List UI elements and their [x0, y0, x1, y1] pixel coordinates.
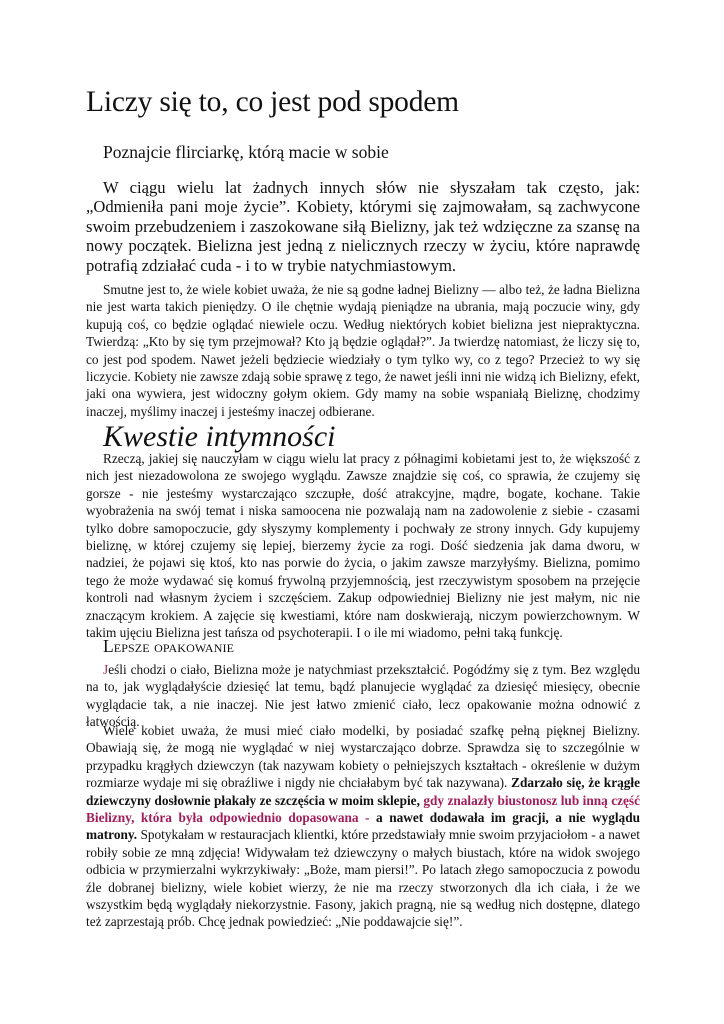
page-subtitle: Poznajcie flirciarkę, którą macie w sobie	[103, 142, 389, 162]
paragraph-text: Spotykałam w restauracjach klientki, które przedstawiały mnie swoim przyjaciołom - a nawet robiły sobie ze mną zdjęcia! Widywałam też dziewczyny o małych biustach, które na widok swojego odbicia w przymierzalni wykrzykiwały: „Boże, mam piersi!”. Po latach złego samopoczucia z powodu źle dobranej bielizny, wiele kobiet wierzy, że nie ma rzeczy stworzonych dla ich ciała, i że we wszystkim będą wyglądały niekorzystnie. Fasony, jakich pragną, nie są według nich dostępne, dlatego też zaprzestają prób. Chcę jednak powiedzieć: „Nie poddawajcie się!”.	[86, 827, 640, 930]
highlighted-emphasis: gdy znalazły biustonosz lub inną część Bielizny, która była odpowiednio dopasowana -	[86, 792, 640, 826]
page-title: Liczy się to, co jest pod spodem	[86, 86, 459, 118]
section-heading-packaging: Lepsze opakowanie	[103, 636, 234, 656]
section-heading-intimacy: Kwestie intymności	[103, 420, 336, 453]
paragraph-text: Wiele kobiet uważa, że musi mieć ciało modelki, by posiadać szafkę pełną pięknej Bielizny. Obawiają się, że mogą nie wyglądać w niej wystarczająco dobrze. Sprawdza się to szczególnie w przypadku krągłych dziewczyn (tak nazywam kobiety o pełniejszych kształtach - określenie w dużym rozmiarze wydaje mi się obraźliwe i nigdy nie chciałabym być tak nazywana).	[86, 723, 640, 791]
intro-paragraph: W ciągu wielu lat żadnych innych słów nie słyszałam tak często, jak: „Odmieniła pani moje życie”. Kobiety, którymi się zajmowałam, są zachwycone swoim przebudzeniem i zaszokowane siłą Bielizny, jak też wdzięczne za szansę na nowy początek. Bielizna jest jedną z nielicznych rzeczy w życiu, które naprawdę potrafią zdziałać cuda - i to w trybie natychmiastowym.	[86, 178, 640, 275]
section-packaging-paragraph-1	[86, 661, 640, 731]
paragraph-text: eśli chodzi o ciało, Bielizna może je natychmiast przekształcić. Pogódźmy się z tym. Bez względu na to, jak wyglądałyście dziesięć lat temu, bądź planujecie wyglądać za dziesięć miesięcy, obecnie wyglądacie tak, a nie inaczej. Nie jest łatwo zmienić ciało, lecz opakowanie można odnowić z łatwością.	[86, 662, 640, 730]
bold-emphasis: Zdarzało się, że krągłe dziewczyny dosłownie płakały ze szczęścia w moim sklepie,	[86, 775, 640, 808]
section-intimacy-paragraph: Rzeczą, jakiej się nauczyłam w ciągu wielu lat pracy z półnagimi kobietami jest to, że większość z nich jest niezadowolona ze swojego wyglądu. Zawsze znajdzie się coś, co sprawia, że czujemy się gorsze - nie jesteśmy wystarczająco szczupłe, dość atrakcyjne, mądre, bogate, kochane. Takie wyobrażenia na swój temat i niska samoocena nie pozwalają nam na zadowolenie z siebie - czasami tylko dobre samopoczucie, gdy słyszymy komplementy i pochwały ze strony innych. Gdy kupujemy bieliznę, w której czujemy się lepiej, bierzemy życie za rogi. Dość siedzenia jak dama dworu, w nadziei, że pojawi się ktoś, kto nas porwie do życia, o jakim zawsze marzyłyśmy. Bielizna, pomimo tego że może wydawać się komuś frywolną przyjemnością, jest rzeczywistym sposobem na przejęcie kontroli nad własnym życiem i szczęściem. Zakup odpowiedniej Bielizny nie jest małym, nic nie znaczącym krokiem. A zajęcie się kwestiami, które nam doskwierają, niczym powierzchownym. W takim ujęciu Bielizna jest tańsza od psychoterapii. I o ile mi wiadomo, pełni taką funkcję.	[86, 451, 640, 641]
section-packaging-paragraph-2	[86, 722, 640, 931]
bold-emphasis: a nawet dodawała im gracji, a nie wyglądu matrony.	[86, 810, 640, 843]
body-paragraph: Smutne jest to, że wiele kobiet uważa, że nie są godne ładnej Bielizny — albo też, że ładna Bielizna nie jest warta takich pieniędzy. O ile chętnie wydają pieniądze na ubrania, mają poczucie winy, gdy kupują coś, co będzie oglądać niewiele oczu. Według niektórych kobiet bielizna jest niepraktyczna. Twierdzą: „Kto by się tym przejmował? Kto ją będzie oglądał?”. Ja twierdzę natomiast, że liczy się to, co jest pod spodem. Nawet jeżeli będziecie wiedziały o tym tylko wy, co z tego? Przecież to wy się liczycie. Kobiety nie zawsze zdają sobie sprawę z tego, że nawet jeśli inni nie widzą ich Bielizny, efekt, jaki ona wywiera, jest widoczny gołym okiem. Gdy mamy na sobie wspaniałą Bieliznę, chodzimy inaczej, myślimy inaczej i jesteśmy inaczej odbierane.	[86, 282, 640, 419]
drop-cap: J	[103, 662, 109, 677]
